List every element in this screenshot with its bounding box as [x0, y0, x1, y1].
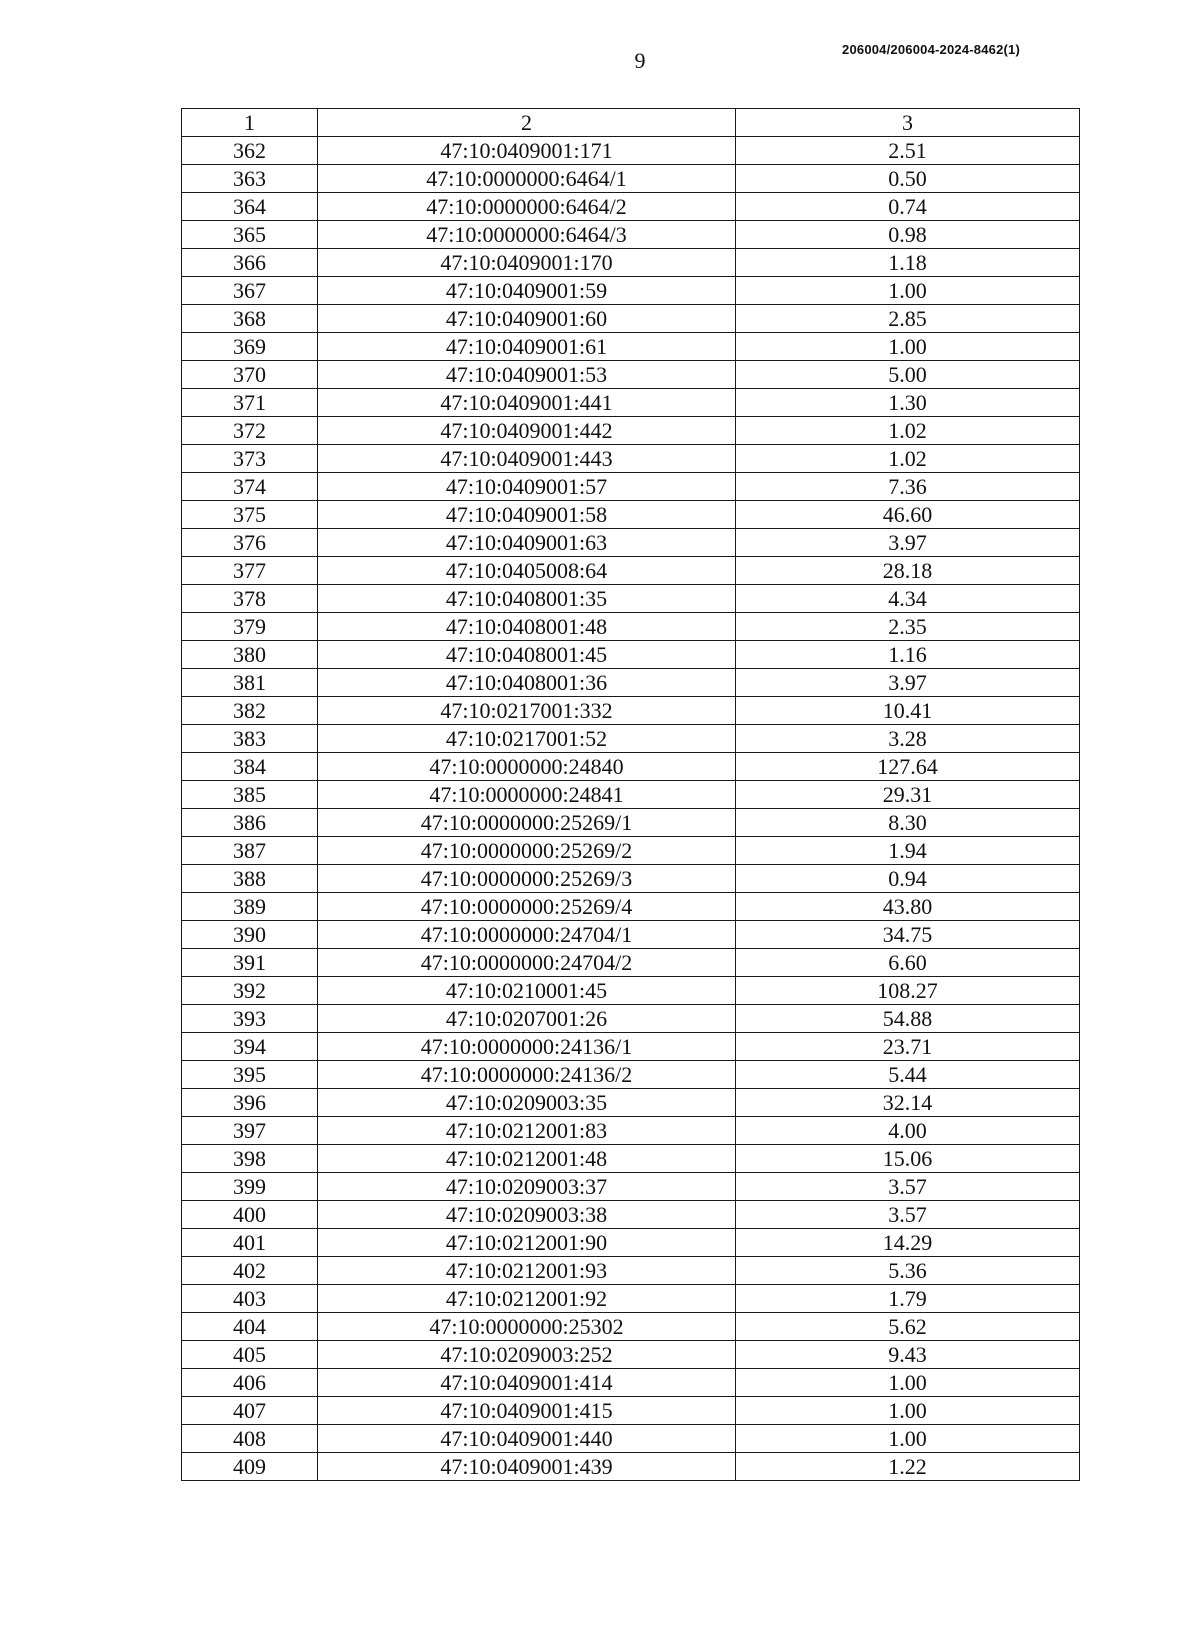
- area-value-cell: 2.51: [736, 137, 1080, 165]
- cadastral-number-cell: 47:10:0409001:60: [318, 305, 736, 333]
- table-row: [182, 1229, 1080, 1257]
- table-row: [182, 865, 1080, 893]
- area-value-cell: 23.71: [736, 1033, 1080, 1061]
- area-value-cell: 1.22: [736, 1453, 1080, 1481]
- cadastral-number-cell: 47:10:0409001:415: [318, 1397, 736, 1425]
- cadastral-number-cell: 47:10:0000000:6464/2: [318, 193, 736, 221]
- area-value-cell: 10.41: [736, 697, 1080, 725]
- area-value-cell: 4.00: [736, 1117, 1080, 1145]
- area-value-cell: 1.16: [736, 641, 1080, 669]
- table-row: [182, 1369, 1080, 1397]
- area-value-cell: 9.43: [736, 1341, 1080, 1369]
- table-row: [182, 921, 1080, 949]
- table-row: [182, 725, 1080, 753]
- cadastral-number-cell: 47:10:0408001:35: [318, 585, 736, 613]
- cadastral-number-cell: 47:10:0408001:45: [318, 641, 736, 669]
- cadastral-number-cell: 47:10:0409001:57: [318, 473, 736, 501]
- row-number-cell: 378: [182, 585, 318, 613]
- area-value-cell: 29.31: [736, 781, 1080, 809]
- parcel-table: [181, 108, 1080, 1481]
- row-number-cell: 392: [182, 977, 318, 1005]
- row-number-cell: 388: [182, 865, 318, 893]
- cadastral-number-cell: 47:10:0000000:25269/1: [318, 809, 736, 837]
- area-value-cell: 1.79: [736, 1285, 1080, 1313]
- row-number-cell: 400: [182, 1201, 318, 1229]
- row-number-cell: 385: [182, 781, 318, 809]
- row-number-cell: 373: [182, 445, 318, 473]
- cadastral-number-cell: 47:10:0207001:26: [318, 1005, 736, 1033]
- cadastral-number-cell: 47:10:0212001:48: [318, 1145, 736, 1173]
- document-reference: 206004/206004-2024-8462(1): [842, 42, 1020, 57]
- row-number-cell: 371: [182, 389, 318, 417]
- row-number-cell: 398: [182, 1145, 318, 1173]
- area-value-cell: 1.00: [736, 277, 1080, 305]
- table-body: [182, 137, 1080, 1481]
- cadastral-number-cell: 47:10:0409001:440: [318, 1425, 736, 1453]
- cadastral-number-cell: 47:10:0000000:24136/1: [318, 1033, 736, 1061]
- cadastral-number-cell: 47:10:0000000:25302: [318, 1313, 736, 1341]
- table-header-row: [182, 109, 1080, 137]
- table-row: [182, 417, 1080, 445]
- cadastral-number-cell: 47:10:0409001:439: [318, 1453, 736, 1481]
- area-value-cell: 32.14: [736, 1089, 1080, 1117]
- area-value-cell: 3.57: [736, 1173, 1080, 1201]
- cadastral-number-cell: 47:10:0409001:59: [318, 277, 736, 305]
- area-value-cell: 5.62: [736, 1313, 1080, 1341]
- table-row: [182, 473, 1080, 501]
- cadastral-number-cell: 47:10:0217001:332: [318, 697, 736, 725]
- area-value-cell: 2.35: [736, 613, 1080, 641]
- table-row: [182, 557, 1080, 585]
- table-row: [182, 1005, 1080, 1033]
- area-value-cell: 3.97: [736, 669, 1080, 697]
- row-number-cell: 403: [182, 1285, 318, 1313]
- column-header-2: 2: [318, 109, 736, 137]
- area-value-cell: 28.18: [736, 557, 1080, 585]
- row-number-cell: 395: [182, 1061, 318, 1089]
- cadastral-number-cell: 47:10:0000000:24704/1: [318, 921, 736, 949]
- row-number-cell: 389: [182, 893, 318, 921]
- table-row: [182, 809, 1080, 837]
- page-number: 9: [634, 48, 646, 73]
- row-number-cell: 407: [182, 1397, 318, 1425]
- table-row: [182, 1285, 1080, 1313]
- cadastral-number-cell: 47:10:0408001:48: [318, 613, 736, 641]
- area-value-cell: 127.64: [736, 753, 1080, 781]
- table-row: [182, 305, 1080, 333]
- cadastral-number-cell: 47:10:0409001:442: [318, 417, 736, 445]
- area-value-cell: 1.18: [736, 249, 1080, 277]
- row-number-cell: 393: [182, 1005, 318, 1033]
- cadastral-number-cell: 47:10:0210001:45: [318, 977, 736, 1005]
- cadastral-number-cell: 47:10:0409001:441: [318, 389, 736, 417]
- table-row: [182, 389, 1080, 417]
- cadastral-number-cell: 47:10:0000000:25269/4: [318, 893, 736, 921]
- area-value-cell: 5.36: [736, 1257, 1080, 1285]
- area-value-cell: 1.30: [736, 389, 1080, 417]
- row-number-cell: 391: [182, 949, 318, 977]
- table-row: [182, 1313, 1080, 1341]
- table-row: [182, 1173, 1080, 1201]
- area-value-cell: 1.02: [736, 445, 1080, 473]
- area-value-cell: 54.88: [736, 1005, 1080, 1033]
- area-value-cell: 14.29: [736, 1229, 1080, 1257]
- row-number-cell: 409: [182, 1453, 318, 1481]
- cadastral-number-cell: 47:10:0409001:63: [318, 529, 736, 557]
- table-row: [182, 1145, 1080, 1173]
- row-number-cell: 383: [182, 725, 318, 753]
- table-row: [182, 1033, 1080, 1061]
- row-number-cell: 379: [182, 613, 318, 641]
- cadastral-number-cell: 47:10:0000000:6464/3: [318, 221, 736, 249]
- table-row: [182, 697, 1080, 725]
- row-number-cell: 369: [182, 333, 318, 361]
- row-number-cell: 384: [182, 753, 318, 781]
- table-row: [182, 893, 1080, 921]
- cadastral-number-cell: 47:10:0209003:37: [318, 1173, 736, 1201]
- cadastral-number-cell: 47:10:0409001:58: [318, 501, 736, 529]
- area-value-cell: 43.80: [736, 893, 1080, 921]
- column-header-3: 3: [736, 109, 1080, 137]
- table-row: [182, 669, 1080, 697]
- area-value-cell: 15.06: [736, 1145, 1080, 1173]
- area-value-cell: 1.00: [736, 1425, 1080, 1453]
- cadastral-number-cell: 47:10:0212001:92: [318, 1285, 736, 1313]
- table-row: [182, 753, 1080, 781]
- row-number-cell: 377: [182, 557, 318, 585]
- table-row: [182, 1397, 1080, 1425]
- cadastral-number-cell: 47:10:0000000:25269/3: [318, 865, 736, 893]
- cadastral-number-cell: 47:10:0405008:64: [318, 557, 736, 585]
- cadastral-number-cell: 47:10:0000000:24704/2: [318, 949, 736, 977]
- area-value-cell: 1.02: [736, 417, 1080, 445]
- cadastral-number-cell: 47:10:0212001:83: [318, 1117, 736, 1145]
- cadastral-number-cell: 47:10:0000000:24840: [318, 753, 736, 781]
- row-number-cell: 390: [182, 921, 318, 949]
- table-row: [182, 1089, 1080, 1117]
- table-row: [182, 977, 1080, 1005]
- cadastral-number-cell: 47:10:0409001:414: [318, 1369, 736, 1397]
- row-number-cell: 381: [182, 669, 318, 697]
- cadastral-number-cell: 47:10:0212001:93: [318, 1257, 736, 1285]
- area-value-cell: 5.44: [736, 1061, 1080, 1089]
- table-row: [182, 501, 1080, 529]
- area-value-cell: 3.97: [736, 529, 1080, 557]
- table-row: [182, 1061, 1080, 1089]
- table-row: [182, 1117, 1080, 1145]
- row-number-cell: 396: [182, 1089, 318, 1117]
- table-row: [182, 1425, 1080, 1453]
- cadastral-number-cell: 47:10:0409001:171: [318, 137, 736, 165]
- table-row: [182, 137, 1080, 165]
- row-number-cell: 406: [182, 1369, 318, 1397]
- cadastral-number-cell: 47:10:0209003:252: [318, 1341, 736, 1369]
- area-value-cell: 3.57: [736, 1201, 1080, 1229]
- cadastral-number-cell: 47:10:0409001:53: [318, 361, 736, 389]
- row-number-cell: 394: [182, 1033, 318, 1061]
- table-row: [182, 1201, 1080, 1229]
- row-number-cell: 404: [182, 1313, 318, 1341]
- table-row: [182, 445, 1080, 473]
- table-row: [182, 249, 1080, 277]
- row-number-cell: 402: [182, 1257, 318, 1285]
- cadastral-number-cell: 47:10:0000000:6464/1: [318, 165, 736, 193]
- table-row: [182, 193, 1080, 221]
- row-number-cell: 364: [182, 193, 318, 221]
- cadastral-number-cell: 47:10:0212001:90: [318, 1229, 736, 1257]
- area-value-cell: 1.00: [736, 1397, 1080, 1425]
- cadastral-number-cell: 47:10:0000000:24841: [318, 781, 736, 809]
- area-value-cell: 108.27: [736, 977, 1080, 1005]
- area-value-cell: 1.94: [736, 837, 1080, 865]
- table-row: [182, 1453, 1080, 1481]
- row-number-cell: 408: [182, 1425, 318, 1453]
- table-row: [182, 529, 1080, 557]
- row-number-cell: 375: [182, 501, 318, 529]
- row-number-cell: 365: [182, 221, 318, 249]
- area-value-cell: 1.00: [736, 1369, 1080, 1397]
- area-value-cell: 1.00: [736, 333, 1080, 361]
- area-value-cell: 0.98: [736, 221, 1080, 249]
- area-value-cell: 5.00: [736, 361, 1080, 389]
- cadastral-number-cell: 47:10:0217001:52: [318, 725, 736, 753]
- row-number-cell: 386: [182, 809, 318, 837]
- row-number-cell: 374: [182, 473, 318, 501]
- area-value-cell: 2.85: [736, 305, 1080, 333]
- row-number-cell: 387: [182, 837, 318, 865]
- cadastral-number-cell: 47:10:0408001:36: [318, 669, 736, 697]
- area-value-cell: 6.60: [736, 949, 1080, 977]
- row-number-cell: 405: [182, 1341, 318, 1369]
- table-row: [182, 641, 1080, 669]
- row-number-cell: 380: [182, 641, 318, 669]
- area-value-cell: 0.94: [736, 865, 1080, 893]
- cadastral-number-cell: 47:10:0409001:170: [318, 249, 736, 277]
- row-number-cell: 397: [182, 1117, 318, 1145]
- cadastral-number-cell: 47:10:0409001:443: [318, 445, 736, 473]
- row-number-cell: 366: [182, 249, 318, 277]
- row-number-cell: 399: [182, 1173, 318, 1201]
- area-value-cell: 8.30: [736, 809, 1080, 837]
- table-row: [182, 949, 1080, 977]
- row-number-cell: 367: [182, 277, 318, 305]
- column-header-1: 1: [182, 109, 318, 137]
- table-row: [182, 1257, 1080, 1285]
- table-row: [182, 221, 1080, 249]
- table-row: [182, 837, 1080, 865]
- table-row: [182, 781, 1080, 809]
- cadastral-number-cell: 47:10:0209003:35: [318, 1089, 736, 1117]
- area-value-cell: 0.50: [736, 165, 1080, 193]
- table-row: [182, 585, 1080, 613]
- row-number-cell: 370: [182, 361, 318, 389]
- area-value-cell: 46.60: [736, 501, 1080, 529]
- table-row: [182, 1341, 1080, 1369]
- table-row: [182, 361, 1080, 389]
- row-number-cell: 401: [182, 1229, 318, 1257]
- row-number-cell: 362: [182, 137, 318, 165]
- row-number-cell: 363: [182, 165, 318, 193]
- cadastral-number-cell: 47:10:0000000:25269/2: [318, 837, 736, 865]
- row-number-cell: 372: [182, 417, 318, 445]
- cadastral-number-cell: 47:10:0000000:24136/2: [318, 1061, 736, 1089]
- table-row: [182, 277, 1080, 305]
- table-row: [182, 333, 1080, 361]
- table-row: [182, 165, 1080, 193]
- row-number-cell: 376: [182, 529, 318, 557]
- area-value-cell: 7.36: [736, 473, 1080, 501]
- table-row: [182, 613, 1080, 641]
- area-value-cell: 34.75: [736, 921, 1080, 949]
- area-value-cell: 0.74: [736, 193, 1080, 221]
- area-value-cell: 3.28: [736, 725, 1080, 753]
- row-number-cell: 382: [182, 697, 318, 725]
- cadastral-number-cell: 47:10:0409001:61: [318, 333, 736, 361]
- row-number-cell: 368: [182, 305, 318, 333]
- cadastral-number-cell: 47:10:0209003:38: [318, 1201, 736, 1229]
- area-value-cell: 4.34: [736, 585, 1080, 613]
